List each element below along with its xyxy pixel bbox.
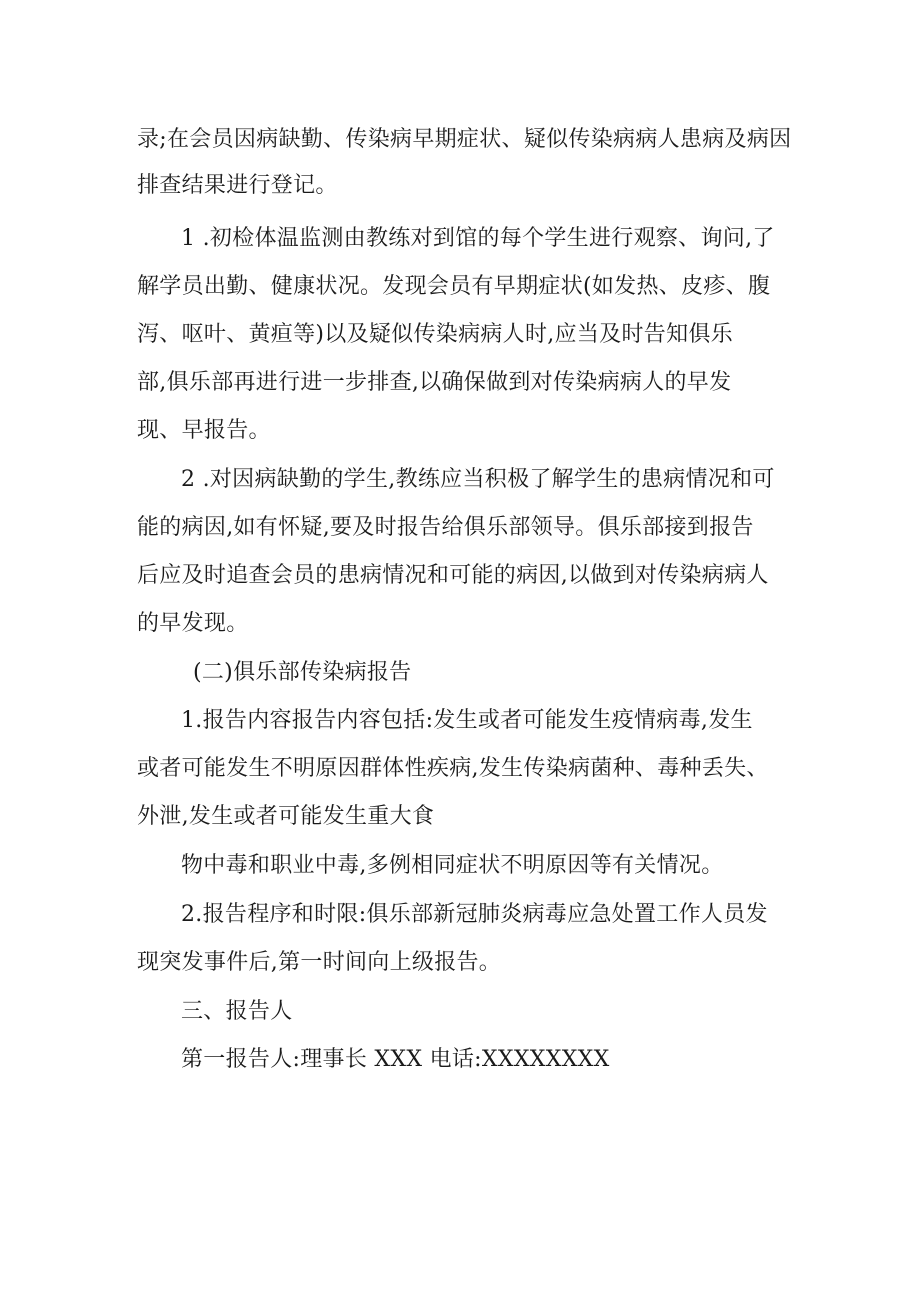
- paragraph-line: 能的病因,如有怀疑,要及时报告给俱乐部领导。俱乐部接到报告: [137, 515, 754, 540]
- paragraph-line: 泻、呕叶、黄疸等)以及疑似传染病病人时,应当及时告知俱乐: [137, 322, 733, 347]
- paragraph-line: 排查结果进行登记。: [137, 173, 338, 198]
- paragraph-line: 现突发事件后,第一时间向上级报告。: [137, 950, 502, 975]
- paragraph-line: 解学员出勤、健康状况。发现会员有早期症状(如发热、皮疹、腹: [137, 274, 771, 299]
- paragraph-line: 录;在会员因病缺勤、传染病早期症状、疑似传染病病人患病及病因: [137, 127, 792, 152]
- section-heading: (二)俱乐部传染病报告: [193, 660, 412, 685]
- paragraph-line: 外泄,发生或者可能发生重大食: [137, 804, 435, 829]
- reporter-line: 第一报告人:理事长 XXX 电话:XXXXXXXX: [181, 1047, 610, 1072]
- paragraph-line: 部,俱乐部再进行进一步排查,以确保做到对传染病病人的早发: [137, 370, 732, 395]
- paragraph-line: 或者可能发生不明原因群体性疾病,发生传染病菌种、毒种丢失、: [137, 756, 769, 781]
- paragraph-line: 现、早报告。: [137, 418, 271, 443]
- paragraph-line: 2.报告程序和时限:俱乐部新冠肺炎病毒应急处置工作人员发: [181, 902, 768, 927]
- paragraph-line: 后应及时追查会员的患病情况和可能的病因,以做到对传染病病人: [137, 563, 769, 588]
- paragraph-line: 物中毒和职业中毒,多例相同症状不明原因等有关情况。: [181, 853, 724, 878]
- paragraph-line: 的早发现。: [137, 611, 249, 636]
- paragraph-line: 1.报告内容报告内容包括:发生或者可能发生疫情病毒,发生: [181, 708, 753, 733]
- paragraph-line: 1 .初检体温监测由教练对到馆的每个学生进行观察、询问,了: [181, 226, 775, 251]
- section-heading: 三、报告人: [181, 999, 293, 1024]
- paragraph-line: 2 .对因病缺勤的学生,教练应当积极了解学生的患病情况和可: [181, 467, 775, 492]
